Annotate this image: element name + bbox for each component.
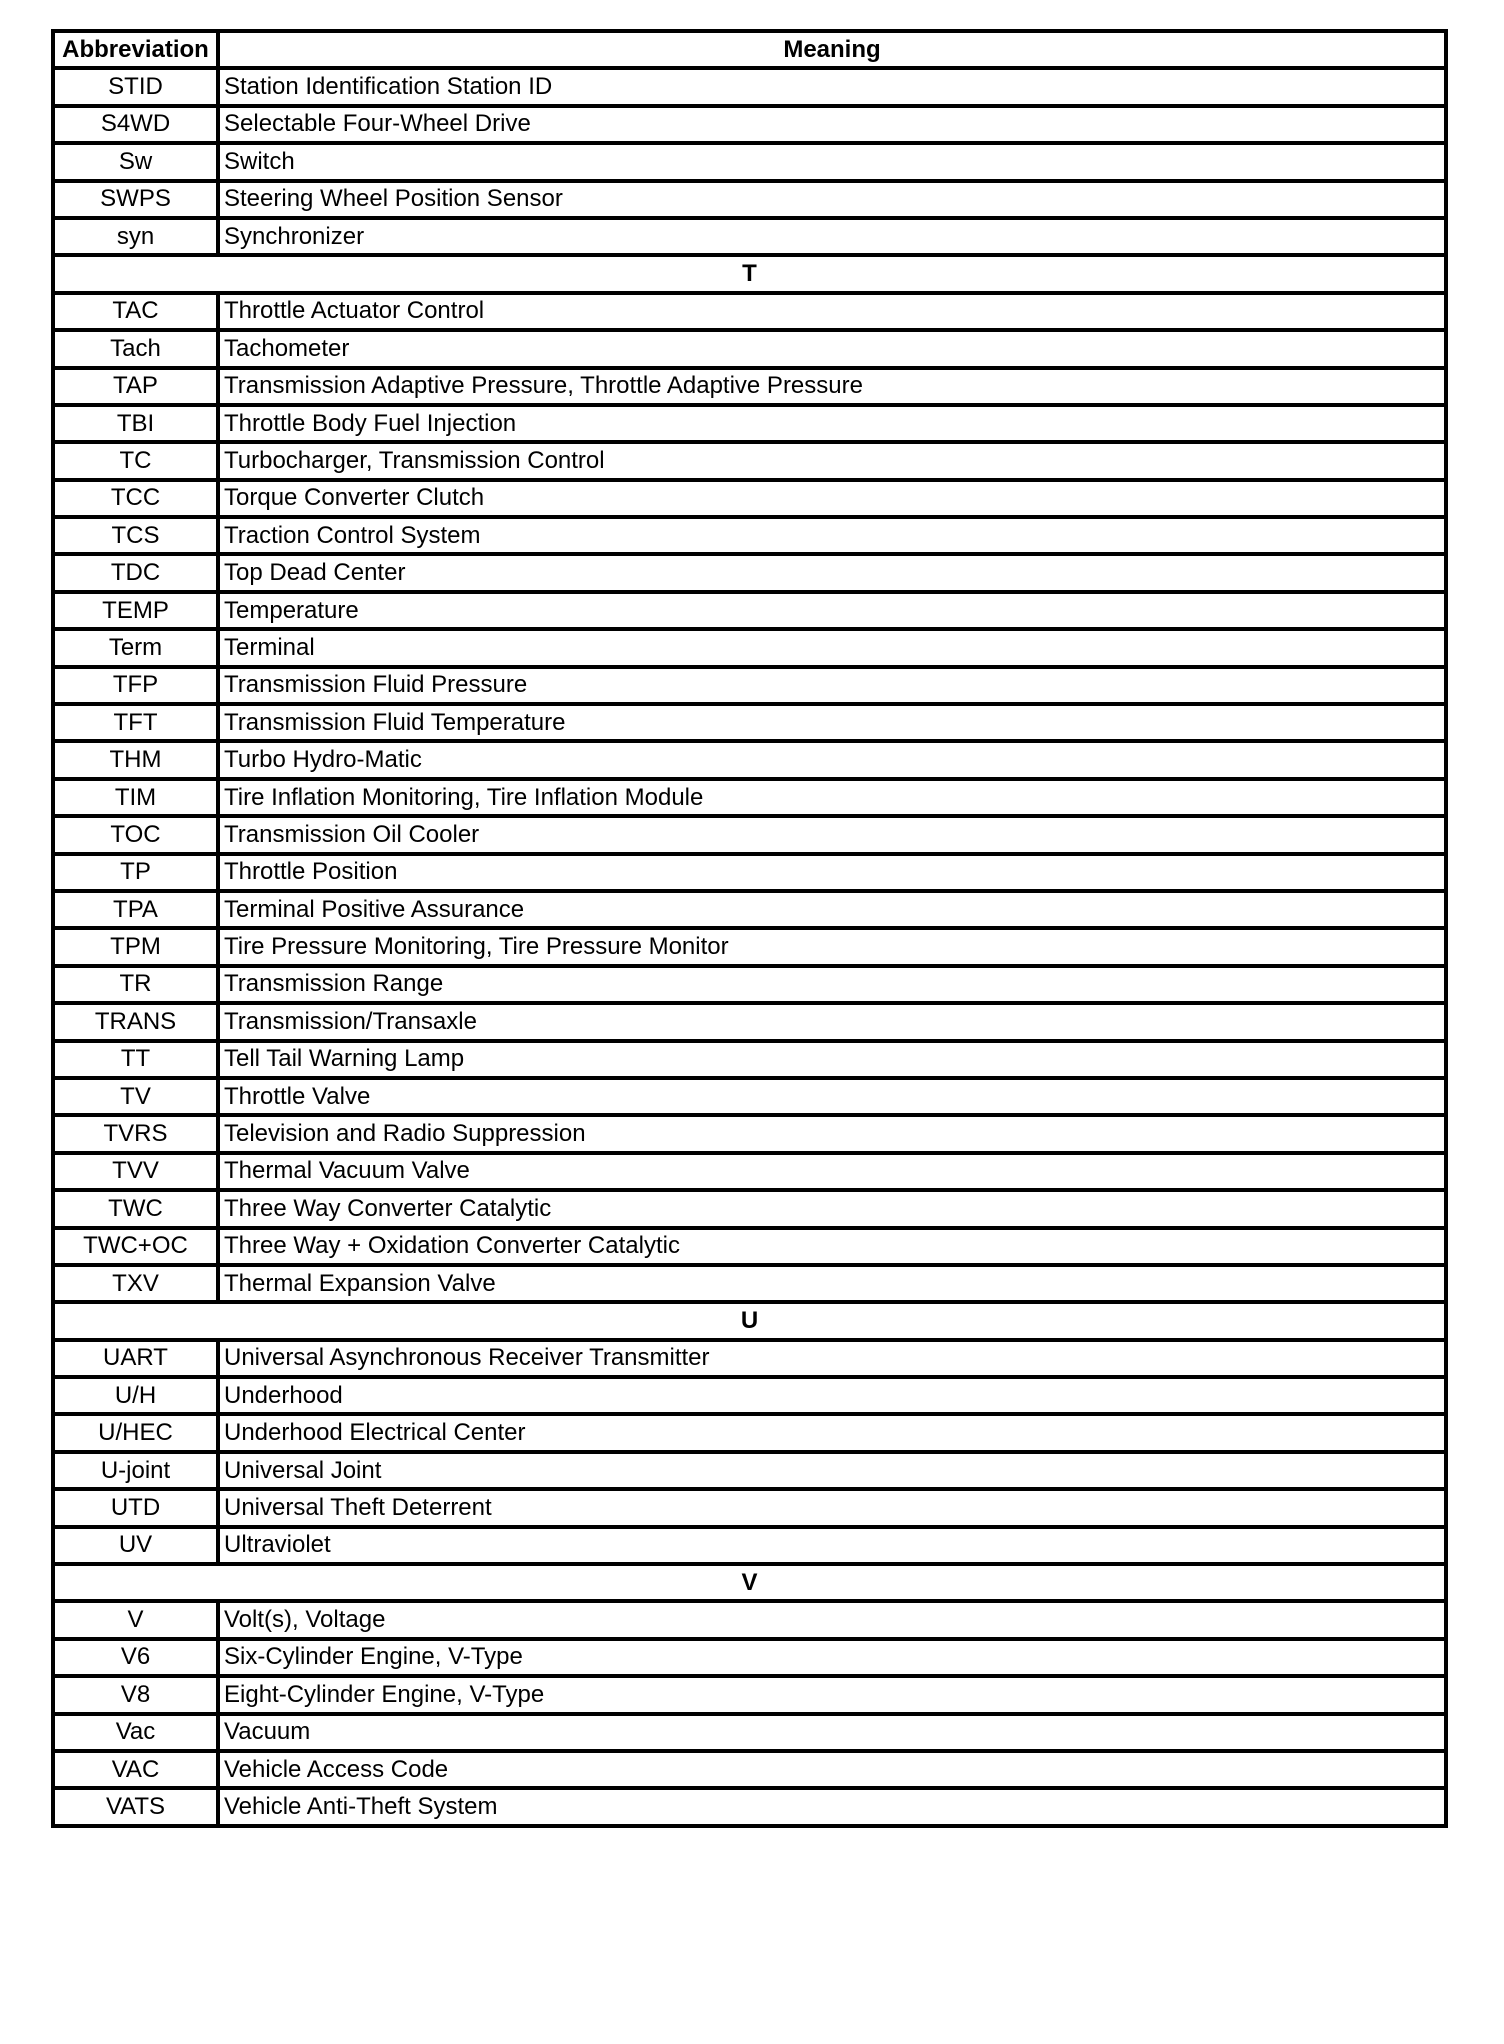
table-row [53, 1115, 1446, 1152]
meaning-cell: Temperature [218, 592, 1446, 629]
meaning-cell: Thermal Vacuum Valve [218, 1153, 1446, 1190]
abbreviation-cell: TPM [53, 928, 218, 965]
meaning-cell: Transmission Fluid Pressure [218, 667, 1446, 704]
table-row [53, 1340, 1446, 1377]
table-row [53, 1414, 1446, 1451]
table-row [53, 1489, 1446, 1526]
meaning-cell: Throttle Position [218, 854, 1446, 891]
meaning-cell: Throttle Body Fuel Injection [218, 405, 1446, 442]
meaning-cell: Torque Converter Clutch [218, 480, 1446, 517]
abbreviation-cell: TIM [53, 779, 218, 816]
meaning-cell: Selectable Four-Wheel Drive [218, 106, 1446, 143]
table-row [53, 181, 1446, 218]
meaning-cell: Transmission Adaptive Pressure, Throttle Adaptive Pressure [218, 368, 1446, 405]
meaning-cell: Three Way Converter Catalytic [218, 1190, 1446, 1227]
table-row [53, 293, 1446, 330]
abbreviation-cell: SWPS [53, 181, 218, 218]
table-row [53, 891, 1446, 928]
meaning-cell: Universal Joint [218, 1452, 1446, 1489]
abbreviation-cell: U/H [53, 1377, 218, 1414]
section-letter: U [53, 1302, 1446, 1339]
abbreviation-cell: VAC [53, 1751, 218, 1788]
table-row [53, 405, 1446, 442]
abbreviation-cell: TR [53, 966, 218, 1003]
abbreviation-cell: TXV [53, 1265, 218, 1302]
meaning-cell: Transmission Oil Cooler [218, 816, 1446, 853]
abbreviation-cell: TC [53, 442, 218, 479]
section-letter: V [53, 1564, 1446, 1601]
meaning-cell: Six-Cylinder Engine, V-Type [218, 1639, 1446, 1676]
abbreviation-cell: TP [53, 854, 218, 891]
table-row [53, 1190, 1446, 1227]
table-row [53, 1041, 1446, 1078]
abbreviation-cell: U/HEC [53, 1414, 218, 1451]
meaning-cell: Underhood Electrical Center [218, 1414, 1446, 1451]
meaning-cell: Switch [218, 143, 1446, 180]
meaning-cell: Turbocharger, Transmission Control [218, 442, 1446, 479]
table-row [53, 1788, 1446, 1825]
abbreviation-cell: U-joint [53, 1452, 218, 1489]
abbreviation-cell: TEMP [53, 592, 218, 629]
abbreviation-cell: TDC [53, 554, 218, 591]
table-row [53, 68, 1446, 105]
table-header [53, 31, 1446, 68]
abbreviation-cell: TVV [53, 1153, 218, 1190]
meaning-cell: Tachometer [218, 330, 1446, 367]
abbreviation-column-header: Abbreviation [53, 31, 218, 68]
table-row [53, 779, 1446, 816]
meaning-cell: Throttle Actuator Control [218, 293, 1446, 330]
table-row [53, 1228, 1446, 1265]
meaning-cell: Vehicle Anti-Theft System [218, 1788, 1446, 1825]
table-row [53, 854, 1446, 891]
meaning-cell: Synchronizer [218, 218, 1446, 255]
meaning-cell: Universal Asynchronous Receiver Transmitter [218, 1340, 1446, 1377]
abbreviation-cell: THM [53, 741, 218, 778]
abbreviation-cell: TWC [53, 1190, 218, 1227]
table-row [53, 629, 1446, 666]
table-row [53, 966, 1446, 1003]
table-row [53, 1078, 1446, 1115]
abbreviation-cell: UTD [53, 1489, 218, 1526]
meaning-cell: Three Way + Oxidation Converter Catalytic [218, 1228, 1446, 1265]
table-row [53, 592, 1446, 629]
abbreviation-cell: V6 [53, 1639, 218, 1676]
table-row [53, 741, 1446, 778]
table-row [53, 1153, 1446, 1190]
table-row [53, 704, 1446, 741]
abbreviation-cell: syn [53, 218, 218, 255]
meaning-cell: Volt(s), Voltage [218, 1601, 1446, 1638]
abbreviation-cell: TCC [53, 480, 218, 517]
abbreviation-cell: TFP [53, 667, 218, 704]
table-body [53, 68, 1446, 1825]
table-row [53, 442, 1446, 479]
table-row [53, 554, 1446, 591]
meaning-cell: Terminal Positive Assurance [218, 891, 1446, 928]
table-row [53, 1377, 1446, 1414]
table-row [53, 368, 1446, 405]
abbreviation-cell: Tach [53, 330, 218, 367]
abbreviation-cell: TVRS [53, 1115, 218, 1152]
meaning-cell: Tire Pressure Monitoring, Tire Pressure Monitor [218, 928, 1446, 965]
table-row [53, 218, 1446, 255]
meaning-cell: Vacuum [218, 1714, 1446, 1751]
abbreviation-cell: TAC [53, 293, 218, 330]
table-row [53, 816, 1446, 853]
abbreviation-cell: TOC [53, 816, 218, 853]
meaning-cell: Traction Control System [218, 517, 1446, 554]
abbreviation-cell: TFT [53, 704, 218, 741]
abbreviation-cell: TPA [53, 891, 218, 928]
table-row [53, 143, 1446, 180]
table-row [53, 1676, 1446, 1713]
table-row [53, 1714, 1446, 1751]
meaning-cell: Throttle Valve [218, 1078, 1446, 1115]
header-row [53, 31, 1446, 68]
abbreviation-table [51, 29, 1448, 1828]
table-row [53, 106, 1446, 143]
table-row [53, 928, 1446, 965]
table-row [53, 330, 1446, 367]
abbreviation-cell: TRANS [53, 1003, 218, 1040]
meaning-cell: Steering Wheel Position Sensor [218, 181, 1446, 218]
meaning-cell: Underhood [218, 1377, 1446, 1414]
abbreviation-cell: VATS [53, 1788, 218, 1825]
abbreviation-cell: S4WD [53, 106, 218, 143]
abbreviation-cell: UV [53, 1527, 218, 1564]
meaning-column-header: Meaning [218, 31, 1446, 68]
table-row [53, 1639, 1446, 1676]
table-row [53, 1265, 1446, 1302]
abbreviation-cell: TT [53, 1041, 218, 1078]
meaning-cell: Ultraviolet [218, 1527, 1446, 1564]
abbreviation-cell: Sw [53, 143, 218, 180]
table-row [53, 1452, 1446, 1489]
meaning-cell: Transmission/Transaxle [218, 1003, 1446, 1040]
meaning-cell: Thermal Expansion Valve [218, 1265, 1446, 1302]
meaning-cell: Tell Tail Warning Lamp [218, 1041, 1446, 1078]
meaning-cell: Turbo Hydro-Matic [218, 741, 1446, 778]
abbreviation-cell: Term [53, 629, 218, 666]
table-row [53, 1003, 1446, 1040]
table-row [53, 667, 1446, 704]
section-row [53, 1564, 1446, 1601]
meaning-cell: Tire Inflation Monitoring, Tire Inflation Module [218, 779, 1446, 816]
section-letter: T [53, 255, 1446, 292]
abbreviation-cell: Vac [53, 1714, 218, 1751]
table-row [53, 1601, 1446, 1638]
table-row [53, 480, 1446, 517]
meaning-cell: Universal Theft Deterrent [218, 1489, 1446, 1526]
meaning-cell: Station Identification Station ID [218, 68, 1446, 105]
abbreviation-cell: TCS [53, 517, 218, 554]
meaning-cell: Transmission Fluid Temperature [218, 704, 1446, 741]
abbreviation-cell: TAP [53, 368, 218, 405]
table-row [53, 1751, 1446, 1788]
section-row [53, 1302, 1446, 1339]
meaning-cell: Top Dead Center [218, 554, 1446, 591]
abbreviation-cell: UART [53, 1340, 218, 1377]
table-row [53, 517, 1446, 554]
meaning-cell: Transmission Range [218, 966, 1446, 1003]
abbreviation-cell: V8 [53, 1676, 218, 1713]
abbreviation-cell: STID [53, 68, 218, 105]
meaning-cell: Eight-Cylinder Engine, V-Type [218, 1676, 1446, 1713]
meaning-cell: Television and Radio Suppression [218, 1115, 1446, 1152]
meaning-cell: Terminal [218, 629, 1446, 666]
table-row [53, 1527, 1446, 1564]
abbreviation-cell: V [53, 1601, 218, 1638]
abbreviation-cell: TV [53, 1078, 218, 1115]
section-row [53, 255, 1446, 292]
abbreviation-cell: TBI [53, 405, 218, 442]
meaning-cell: Vehicle Access Code [218, 1751, 1446, 1788]
abbreviation-cell: TWC+OC [53, 1228, 218, 1265]
